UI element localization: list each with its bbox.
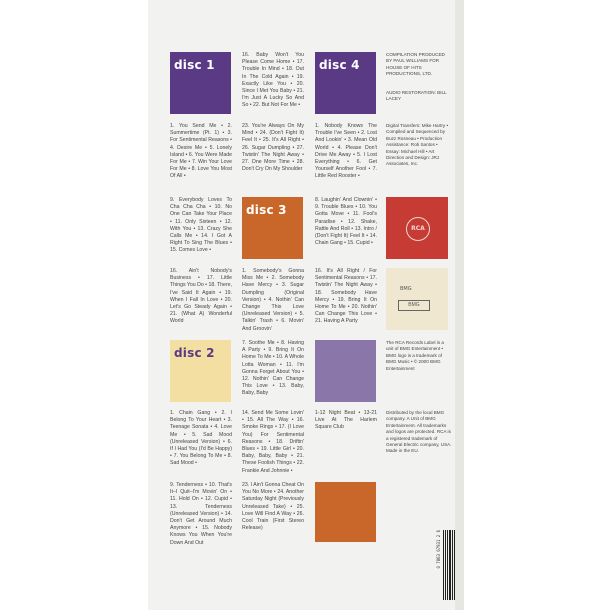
distribution-note: Distributed by the local BMG company. A Unit of BMG Entertainment. All trademarks and logos are protected. RCA is a registered trademark of General Electric company, USA. Made in the EU. xyxy=(386,410,452,454)
production-credits: Digital Transfers: Mike Hartry • Compiled and Sequenced by Buzz Rosneau • Production Assistance: Rob Santos • Essay: Michael Hill • Art Direction and Design: JRJ Associates, Inc. xyxy=(386,123,449,167)
bmg-logo-tile xyxy=(386,268,448,330)
disc2-tracks-23-26: 23. I Ain't Gonna Cheat On You No More • 24. Another Saturday Night (Previously Unreleased Take) • 25. Love Will Find A Way • 26. Cool Train (First Stereo Release) xyxy=(242,482,304,532)
disc1-tracks-1-8: 1. You Send Me • 2. Summertime (Pt. 1) • 3. For Sentimental Reasons • 4. Desire Me • 5. Lonely Island • 6. You Were Made For Me • 7. Win Your Love For Me • 8. Love You Most Of All • xyxy=(170,123,232,180)
barcode-bar xyxy=(447,530,448,600)
disc2-tracks-14-22: 14. Send Me Some Lovin' • 15. All The Way • 16. Smoke Rings • 17. (I Love You) For Sentimental Reasons • 18. Driftin' Blues • 19. Little Girl • 20. Baby, Baby, Baby • 21. These Foolish Things • 22. Frankie And Johnnie • xyxy=(242,410,304,474)
restoration-credit: AUDIO RESTORATION: BILL LACEY xyxy=(386,90,447,102)
disc3-label: disc 3 xyxy=(246,203,287,217)
disc4-sources: 1-12 Night Beat • 13-21 Live At The Harlem Square Club xyxy=(315,410,377,431)
disc2-tile xyxy=(170,340,231,402)
barcode-number: 0 7863 67931 2 6 xyxy=(436,530,441,569)
barcode-bar xyxy=(454,530,455,600)
rca-label-note: The RCA Records Label is a unit of BMG Entertainment • BMG logo is a trademark of BMG Music • © 2000 BMG Entertainment xyxy=(386,340,444,371)
disc1-tracks-23-28: 23. You're Always On My Mind • 24. (Don't Fight It) Feel It • 25. It's All Right • 26. Sugar Dumpling • 27. Twistin' The Night Away • 27. One More Time • 28. Don't Cry On My Shoulder xyxy=(242,123,304,173)
disc4-tile xyxy=(315,52,376,114)
disc3-tile xyxy=(242,197,303,259)
orange-tile xyxy=(315,482,376,542)
disc1-tracks-9-15: 9. Everybody Loves To Cha Cha Cha • 10. No One Can Take Your Place • 11. Only Sixteen • 12. With You • 13. Crazy She Calls Me • 14. I Got A Right To Sing The Blues • 15. Comes Love • xyxy=(170,197,232,254)
disc4-label: disc 4 xyxy=(319,58,360,72)
disc1-tracks-16-22: 16. Baby Won't You Please Come Home • 17. Trouble In Mind • 18. Out In The Cold Again • 19. Exactly Like You • 20. Since I Met You Baby • 21. I'm Just A Lucky So And So • 22. But Not For Me • xyxy=(242,52,304,109)
compilation-credit: COMPILATION PRODUCED BY PAUL WILLIAMS FOR HOUSE OF HITS PRODUCTIONS, LTD. xyxy=(386,52,445,77)
barcode-bar xyxy=(449,530,450,600)
cover-spine-edge xyxy=(455,0,464,610)
disc3-tracks-7-13: 7. Soothe Me • 8. Having A Party • 9. Bring It On Home To Me • 10. A Whole Lotta Woman • 11. I'm Gonna Forget About You • 12. Nothin' Can Change This Love • 13. Baby, Baby, Baby xyxy=(242,340,304,397)
disc4-tracks-16-21: 16. It's All Right / For Sentimental Reasons • 17. Twistin' The Night Away • 18. Somebody Have Mercy • 19. Bring It On Home To Me • 20. Nothin' Can Change This Love • 21. Having A Party xyxy=(315,268,377,325)
barcode-bar xyxy=(445,530,446,600)
disc3-tracks-1-6: 1. Somebody's Gonna Miss Me • 2. Somebody Have Mercy • 3. Sugar Dumpling (Original Version) • 4. Nothin' Can Change This Love (Unreleased Version) • 5. Talkin' Trash • 6. Movin' And Groovin' xyxy=(242,268,304,332)
disc4-tracks-1-7: 1. Nobody Knows The Trouble I've Seen • 2. Lost And Lookin' • 3. Mean Old World • 4. Please Don't Drive Me Away • 5. I Lost Everything • 6. Get Yourself Another Fool • 7. Little Red Rooster • xyxy=(315,123,377,180)
bmg-logo: BMG xyxy=(400,286,412,292)
bmg-sub-logo: BMG xyxy=(398,300,430,311)
disc1-tile xyxy=(170,52,231,114)
disc2-label: disc 2 xyxy=(174,346,215,360)
disc1-tracks-16-21: 16. Ain't Nobody's Business • 17. Little Things You Do • 18. There, I've Said It Again • 19. When I Fall In Love • 20. Let's Go Steady Again • 21. (What A) Wonderful World xyxy=(170,268,232,325)
disc1-label: disc 1 xyxy=(174,58,215,72)
disc4-tracks-8-15: 8. Laughin' And Clownin' • 9. Trouble Blues • 10. You Gotta Move • 11. Fool's Paradise • 12. Shake, Rattle And Roll • 13. Intro / (Don't Fight It) Feel It • 14. Chain Gang • 15. Cupid • xyxy=(315,197,377,247)
barcode-bar xyxy=(443,530,444,600)
barcode xyxy=(443,530,455,600)
rca-logo-tile xyxy=(386,197,448,259)
disc2-tracks-1-8: 1. Chain Gang • 2. I Belong To Your Heart • 3. Teenage Sonata • 4. Love Me • 5. Sad Mood (Unreleased Version) • 6. If I Had You (I'd Be Happy) • 7. You Belong To Me • 8. Sad Mood • xyxy=(170,410,232,467)
lavender-tile xyxy=(315,340,376,402)
rca-logo: RCA xyxy=(406,217,430,241)
disc2-tracks-9-15: 9. Tenderness • 10. That's It–I Quit–I'm Movin' On • 11. Hold On • 12. Cupid • 13. Tenderness (Unreleased Version) • 14. Don't Get Around Much Anymore • 15. Nobody Knows You When You're Down And Out xyxy=(170,482,232,546)
barcode-bar xyxy=(450,530,451,600)
